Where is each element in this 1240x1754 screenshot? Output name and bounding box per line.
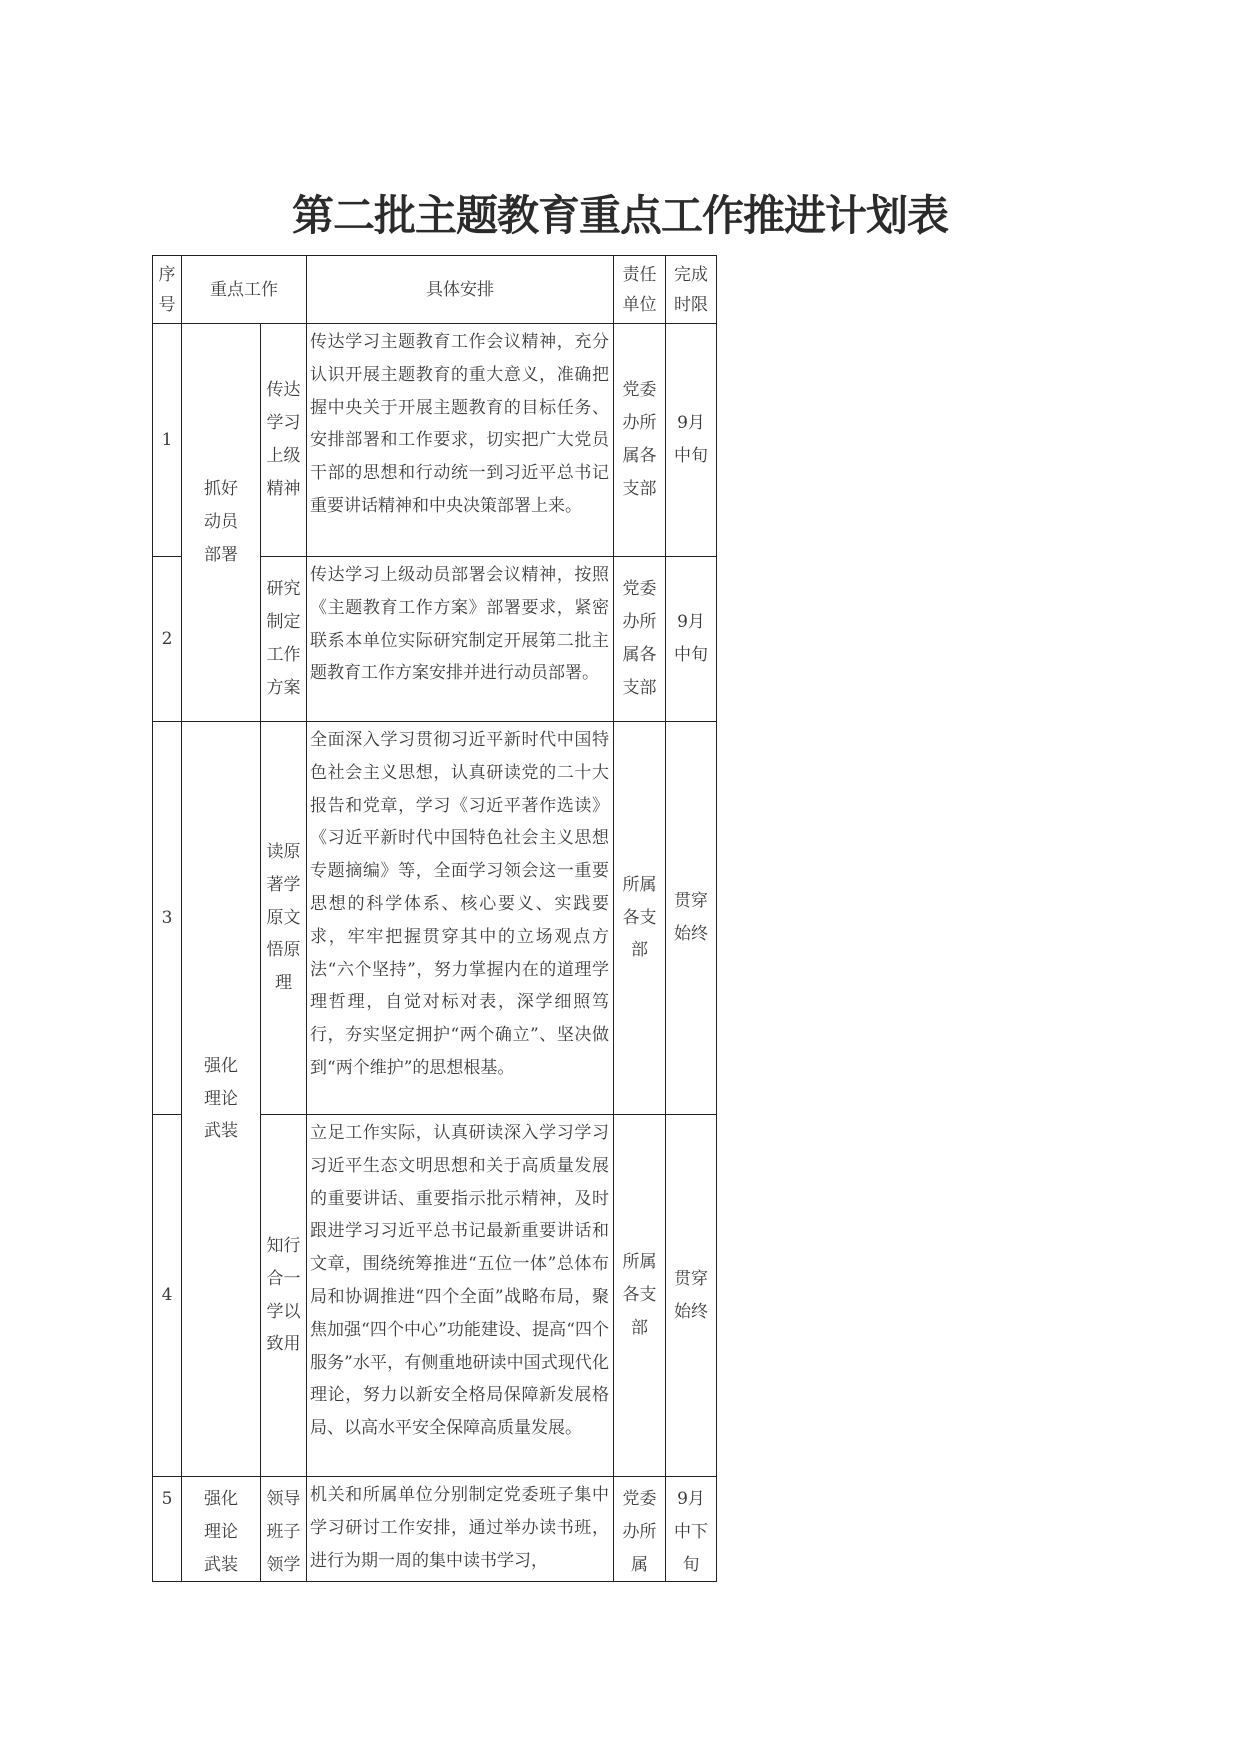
row-unit: 所属各支部 — [614, 1115, 666, 1477]
header-key-work: 重点工作 — [182, 256, 307, 324]
row-arrangement: 全面深入学习贯彻习近平新时代中国特色社会主义思想，认真研读党的二十大报告和党章，学习《习近平著作选读》《习近平新时代中国特色社会主义思想专题摘编》等，全面学习领会这一重要思想的科学体系、核心要义、实践要求，牢牢把握贯穿其中的立场观点方法“六个坚持”，努力掌握内在的道理学理哲理，自觉对标对表，深学细照笃行，夯实坚定拥护“两个确立”、坚决做到“两个维护”的思想根基。 — [307, 722, 614, 1115]
row-seq: 2 — [153, 557, 182, 722]
row-arrangement: 传达学习主题教育工作会议精神，充分认识开展主题教育的重大意义，准确把握中央关于开展主题教育的目标任务、安排部署和工作要求，切实把广大党员干部的思想和行动统一到习近平总书记重要讲话精神和中央决策部署上来。 — [307, 324, 614, 557]
table-header-row — [153, 256, 717, 324]
row-sub-item: 读原著学原文悟原理 — [261, 722, 307, 1115]
row-seq: 5 — [153, 1477, 182, 1582]
header-seq: 序号 — [153, 256, 182, 324]
row-unit: 党委办所属 — [614, 1477, 666, 1582]
row-arrangement: 机关和所属单位分别制定党委班子集中学习研讨工作安排，通过举办读书班，进行为期一周的集中读书学习， — [307, 1477, 614, 1582]
row-unit: 党委办所属各支部 — [614, 324, 666, 557]
row-deadline: 9月中旬 — [666, 324, 717, 557]
row-sub-item: 知行合一学以致用 — [261, 1115, 307, 1477]
row-sub-item: 研究制定工作方案 — [261, 557, 307, 722]
row-sub-item: 传达学习上级精神 — [261, 324, 307, 557]
category-mobilize: 抓好动员部署 — [182, 324, 261, 722]
row-deadline: 9月中旬 — [666, 557, 717, 722]
work-plan-table — [152, 255, 717, 1582]
row-deadline: 贯穿始终 — [666, 1115, 717, 1477]
row-seq: 1 — [153, 324, 182, 557]
row-deadline: 贯穿始终 — [666, 722, 717, 1115]
row-arrangement: 传达学习上级动员部署会议精神，按照《主题教育工作方案》部署要求，紧密联系本单位实际研究制定开展第二批主题教育工作方案安排并进行动员部署。 — [307, 557, 614, 722]
category-theory-row5: 强化理论武装 — [182, 1477, 261, 1582]
page-title: 第二批主题教育重点工作推进计划表 — [291, 191, 948, 240]
header-deadline: 完成时限 — [666, 256, 717, 324]
header-unit: 责任单位 — [614, 256, 666, 324]
row-arrangement: 立足工作实际，认真研读深入学习学习习近平生态文明思想和关于高质量发展的重要讲话、重要指示批示精神，及时跟进学习习近平总书记最新重要讲话和文章，围绕统筹推进“五位一体”总体布局和协调推进“四个全面”战略布局，聚焦加强“四个中心”功能建设、提高“四个服务”水平，有侧重地研读中国式现代化理论，努力以新安全格局保障新发展格局、以高水平安全保障高质量发展。 — [307, 1115, 614, 1477]
row-unit: 党委办所属各支部 — [614, 557, 666, 722]
table-row — [153, 324, 717, 557]
header-arrangement: 具体安排 — [307, 256, 614, 324]
row-sub-item: 领导班子领学 — [261, 1477, 307, 1582]
category-theory: 强化理论武装 — [182, 722, 261, 1477]
table-row — [153, 1477, 717, 1582]
row-unit: 所属各支部 — [614, 722, 666, 1115]
row-seq: 4 — [153, 1115, 182, 1477]
row-deadline: 9月中下旬 — [666, 1477, 717, 1582]
table-row — [153, 722, 717, 1115]
row-seq: 3 — [153, 722, 182, 1115]
